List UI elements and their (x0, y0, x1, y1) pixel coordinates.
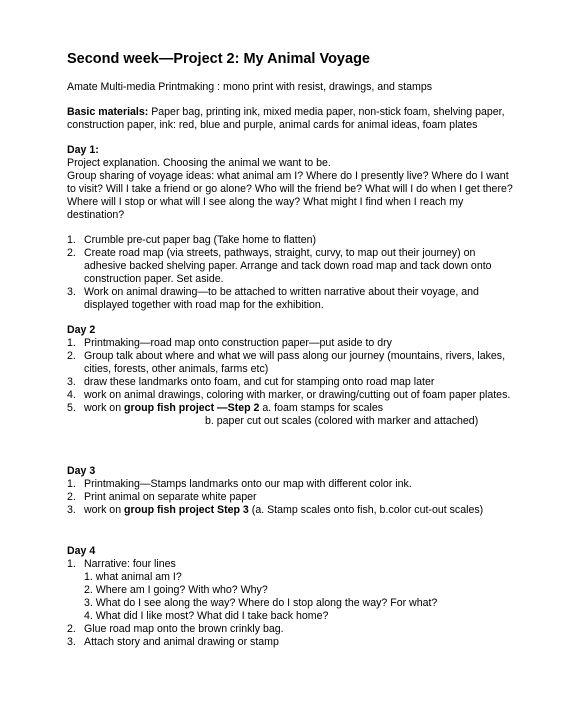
materials-text-1: Paper bag, printing ink, mixed media paper, non-stick foam, shelving paper, (148, 106, 505, 118)
list-number: 2. (67, 623, 76, 635)
list-item-text: (a. Stamp scales onto fish, b.color cut-out scales) (248, 504, 484, 516)
list-item: Print animal on separate white paper (84, 491, 257, 503)
day4-heading: Day 4 (67, 545, 96, 557)
list-item-bold: group fish project —Step 2 (124, 402, 260, 414)
day1-paragraph-line: destination? (67, 209, 125, 221)
subtitle: Amate Multi-media Printmaking : mono print with resist, drawings, and stamps (67, 81, 433, 93)
page-title: Second week—Project 2: My Animal Voyage (67, 51, 370, 67)
list-item-continuation: cities, forests, other animals, farms etc) (84, 363, 269, 375)
list-number: 1. (67, 234, 76, 246)
list-number: 2. (67, 491, 76, 503)
materials-label: Basic materials: (67, 106, 149, 118)
day1-paragraph-line: Group sharing of voyage ideas: what animal am I? Where do I presently live? Where do I want (67, 170, 509, 182)
list-number: 3. (67, 636, 76, 648)
list-number: 1. (67, 478, 76, 490)
list-item: Attach story and animal drawing or stamp (84, 636, 279, 648)
list-item: Work on animal drawing—to be attached to written narrative about their voyage, and (84, 286, 479, 298)
list-number: 3. (67, 286, 76, 298)
list-item: Crumble pre-cut paper bag (Take home to flatten) (84, 234, 317, 246)
list-item: Printmaking—Stamps landmarks onto our map with different color ink. (84, 478, 412, 490)
list-item (84, 504, 483, 517)
list-number: 4. (67, 389, 76, 401)
materials-line-1 (67, 106, 505, 119)
day2-heading: Day 2 (67, 324, 96, 336)
list-item: work on animal drawings, coloring with marker, or drawing/cutting out of foam paper plates. (84, 389, 511, 401)
list-number: 1. (67, 337, 76, 349)
list-item: Group talk about where and what we will pass along our journey (mountains, rivers, lakes, (84, 350, 506, 362)
list-item-bold: group fish project Step 3 (124, 504, 249, 516)
list-item: Printmaking—road map onto construction paper—put aside to dry (84, 337, 392, 349)
list-number: 1. (67, 558, 76, 570)
materials-line-2: construction paper, ink: red, blue and purple, animal cards for animal ideas, foam plates (67, 119, 478, 131)
list-item-text: work on (84, 504, 125, 516)
sub-list-item: 2. Where am I going? With who? Why? (84, 584, 268, 596)
list-number: 5. (67, 402, 76, 414)
list-item: Glue road map onto the brown crinkly bag. (84, 623, 284, 635)
list-item-text: work on (84, 402, 125, 414)
list-item-continuation: construction paper. Set aside. (84, 273, 224, 285)
day1-paragraph-line: to visit? Will I take a friend or go alone? Who will the friend be? What will I do when I get there? (67, 183, 513, 195)
day1-paragraph-line: Where will I stop or what will I see along the way? What might I find when I reach my (67, 196, 464, 208)
day3-heading: Day 3 (67, 465, 96, 477)
day1-paragraph-line: Project explanation. Choosing the animal we want to be. (67, 157, 331, 169)
list-item: Create road map (via streets, pathways, straight, curvy, to map out their journey) on (84, 247, 476, 259)
list-number: 3. (67, 376, 76, 388)
list-item-continuation: b. paper cut out scales (colored with marker and attached) (205, 415, 479, 427)
list-number: 3. (67, 504, 76, 516)
day1-heading: Day 1: (67, 144, 99, 156)
list-item: draw these landmarks onto foam, and cut for stamping onto road map later (84, 376, 435, 388)
sub-list-item: 1. what animal am I? (84, 571, 182, 583)
list-item-text: a. foam stamps for scales (259, 402, 384, 414)
sub-list-item: 3. What do I see along the way? Where do I stop along the way? For what? (84, 597, 438, 609)
list-item (84, 402, 383, 415)
sub-list-item: 4. What did I like most? What did I take back home? (84, 610, 329, 622)
list-number: 2. (67, 350, 76, 362)
list-number: 2. (67, 247, 76, 259)
list-item-continuation: displayed together with road map for the exhibition. (84, 299, 324, 311)
list-item: Narrative: four lines (84, 558, 176, 570)
list-item-continuation: adhesive backed shelving paper. Arrange and tack down road map and tack down onto (84, 260, 492, 272)
